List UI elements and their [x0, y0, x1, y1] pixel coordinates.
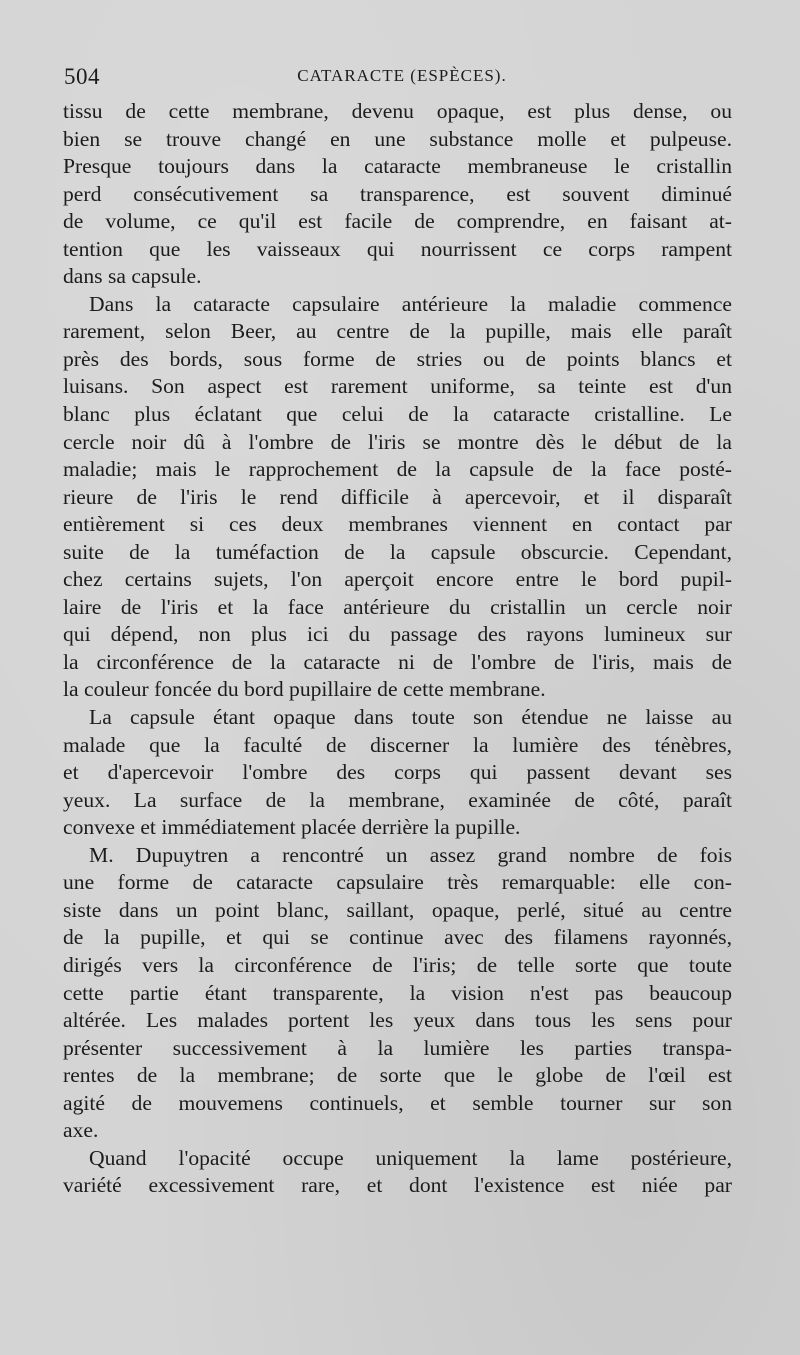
text-line: M. Dupuytren a rencontré un assez grand nombre de fois [89, 842, 732, 867]
text-line: maladie; mais le rapprochement de la capsule de la face posté- [63, 457, 732, 482]
text-line: rentes de la membrane; de sorte que le globe de l'œil est [63, 1063, 732, 1088]
running-title: CATARACTE (ESPÈCES). [297, 66, 507, 85]
text-line: Presque toujours dans la cataracte membraneuse le cristallin [63, 154, 732, 179]
text-line: tention que les vaisseaux qui nourrissent ce corps rampent [63, 236, 732, 261]
text-line: une forme de cataracte capsulaire très remarquable: elle con- [63, 870, 732, 895]
text-line: rieure de l'iris le rend difficile à apercevoir, et il disparaît [63, 484, 732, 509]
text-line: la circonférence de la cataracte ni de l'ombre de l'iris, mais de [63, 649, 732, 674]
text-line: Quand l'opacité occupe uniquement la lame postérieure, [89, 1145, 732, 1170]
text-line: dirigés vers la circonférence de l'iris; de telle sorte que toute [63, 952, 732, 977]
page-number: 504 [64, 64, 100, 89]
text-line: blanc plus éclatant que celui de la cataracte cristalline. Le [63, 402, 732, 427]
text-line: suite de la tuméfaction de la capsule obscurcie. Cependant, [63, 539, 732, 564]
text-line: chez certains sujets, l'on aperçoit encore entre le bord pupil- [63, 567, 732, 592]
text-line: qui dépend, non plus ici du passage des rayons lumineux sur [63, 622, 732, 647]
text-line: axe. [63, 1118, 99, 1143]
text-line: présenter successivement à la lumière les parties transpa- [63, 1035, 732, 1060]
text-line: malade que la faculté de discerner la lumière des ténèbres, [63, 732, 732, 757]
text-line: cercle noir dû à l'ombre de l'iris se montre dès le début de la [63, 429, 732, 454]
text-line: entièrement si ces deux membranes viennent en contact par [63, 512, 732, 537]
text-line: près des bords, sous forme de stries ou de points blancs et [63, 346, 732, 371]
text-line: Dans la cataracte capsulaire antérieure la maladie commence [89, 291, 732, 316]
text-line: la couleur foncée du bord pupillaire de cette membrane. [63, 677, 546, 702]
text-line: de volume, ce qu'il est facile de comprendre, en faisant at- [63, 209, 732, 234]
text-line: rarement, selon Beer, au centre de la pupille, mais elle paraît [63, 319, 732, 344]
text-line: laire de l'iris et la face antérieure du cristallin un cercle noir [63, 594, 732, 619]
text-line: yeux. La surface de la membrane, examinée de côté, paraît [63, 787, 732, 812]
text-line: et d'apercevoir l'ombre des corps qui passent devant ses [63, 760, 732, 785]
body-text [63, 98, 732, 1200]
text-line: La capsule étant opaque dans toute son étendue ne laisse au [89, 705, 732, 730]
text-line: de la pupille, et qui se continue avec des filamens rayonnés, [63, 925, 732, 950]
running-head [64, 64, 736, 94]
text-line: agité de mouvemens continuels, et semble tourner sur son [63, 1090, 732, 1115]
text-line: tissu de cette membrane, devenu opaque, est plus dense, ou [63, 99, 732, 123]
text-line: bien se trouve changé en une substance molle et pulpeuse. [63, 126, 732, 151]
text-line: siste dans un point blanc, saillant, opaque, perlé, situé au centre [63, 897, 732, 922]
text-line: perd consécutivement sa transparence, est souvent diminué [63, 181, 732, 206]
text-line: convexe et immédiatement placée derrière la pupille. [63, 815, 521, 840]
text-line: variété excessivement rare, et dont l'existence est niée par [63, 1173, 732, 1198]
text-line: luisans. Son aspect est rarement uniforme, sa teinte est d'un [63, 374, 732, 399]
text-line: altérée. Les malades portent les yeux dans tous les sens pour [63, 1008, 732, 1033]
text-line: cette partie étant transparente, la vision n'est pas beaucoup [63, 980, 732, 1005]
text-line: dans sa capsule. [63, 264, 202, 289]
